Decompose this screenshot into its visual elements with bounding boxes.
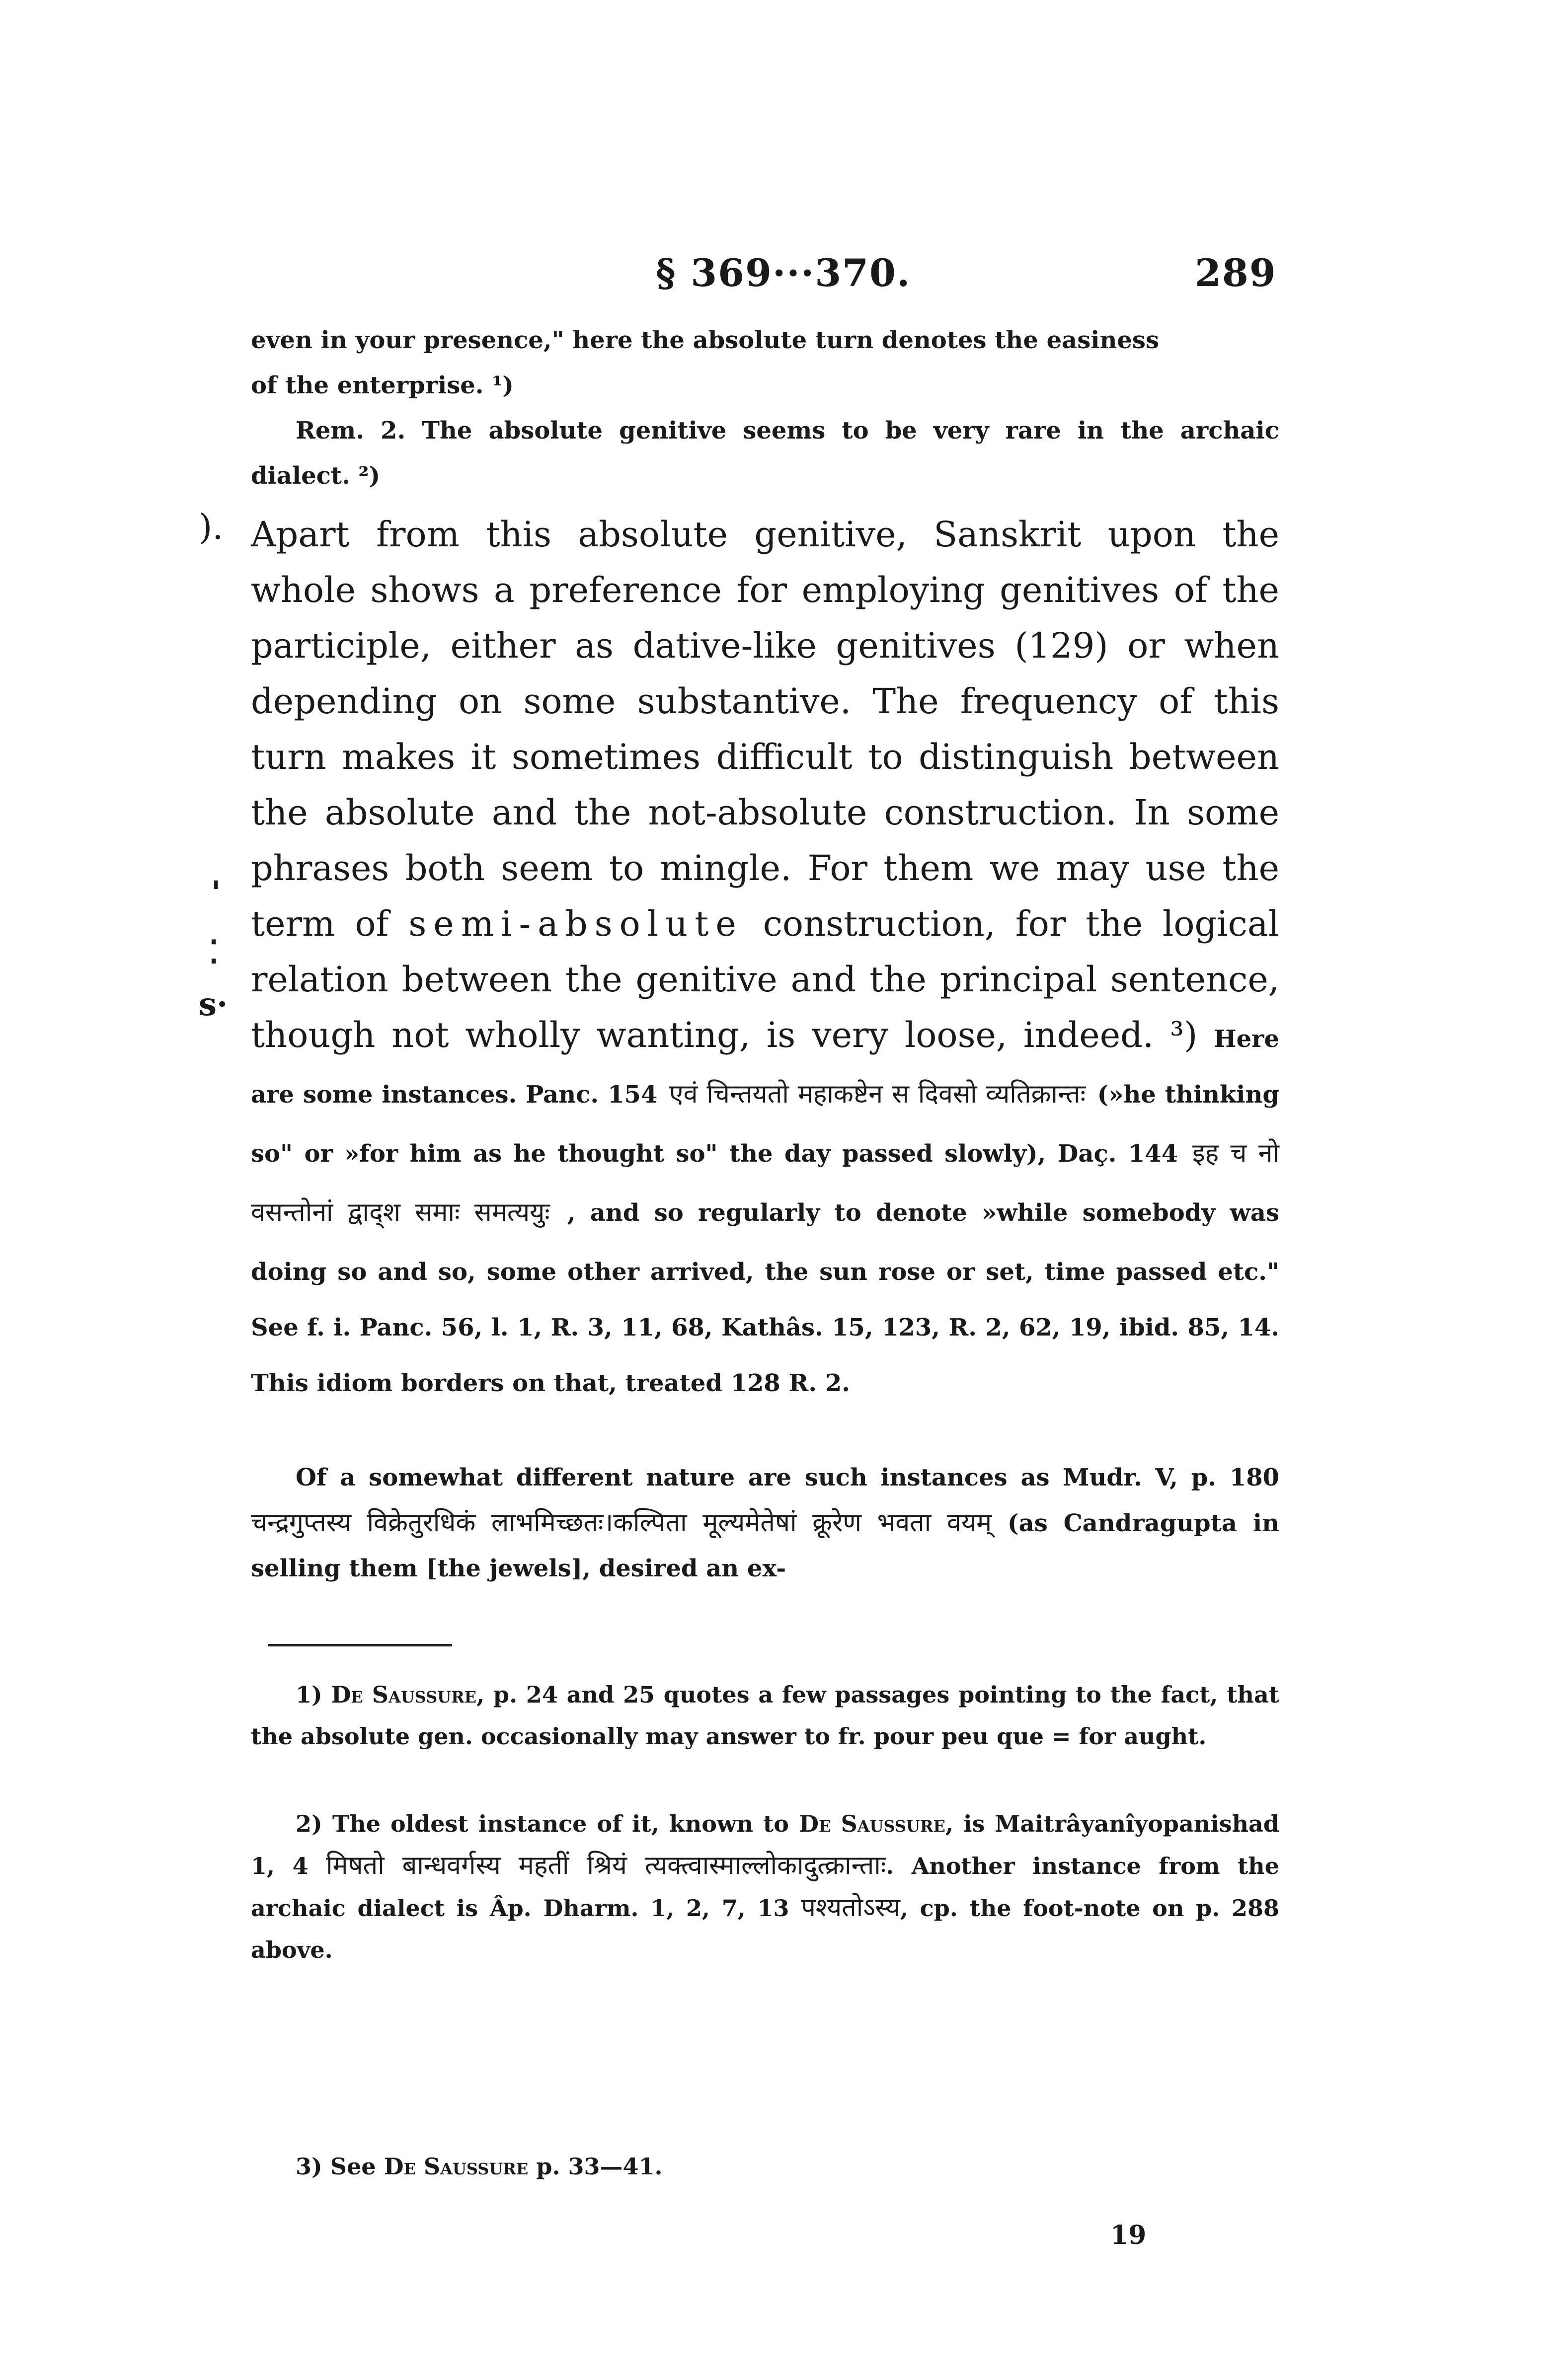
footnote-2-text-c: . Another instance from the archaic dialect is Âp. Dharm. 1, 2, 7, 13	[251, 1853, 1280, 1922]
remark-2: Rem. 2. The absolute genitive seems to be very rare in the archaic dialect. ²)	[251, 417, 1279, 490]
running-head-section: § 369···370.	[656, 251, 911, 295]
margin-mark-3: s·	[199, 986, 228, 1023]
footnote-3-author: De Saussure	[384, 2153, 529, 2180]
footnote-1	[251, 1674, 1279, 1757]
devanagari-quote-2: इह च नो वसन्तोनां द्वाद्श समाः समत्ययुः	[251, 1138, 1279, 1227]
paragraph-text-1: Apart from this absolute genitive, Sanskrit upon the whole shows a preference for employing genitives of the participle, either as dative-like genitives (129) or when depending on some substantive. The frequency of this turn makes it sometimes difficult to distinguish between the absolute and the not-absolute construction. In some phrases both seem to mingle. For them we may use the term of	[251, 514, 1279, 944]
devanagari-quote-3: चन्द्रगुप्तस्य विक्रेतुरधिकं लाभमिच्छतः।कल्पिता मूल्यमेतेषां क्रूरेण भवता वयम्	[251, 1508, 992, 1538]
continuation-line-1: even in your presence," here the absolute turn denotes the easiness	[251, 326, 1159, 354]
footnote-2-author: De Saussure	[799, 1810, 945, 1837]
continuation-line-2: of the enterprise. ¹)	[251, 372, 514, 399]
footnote-2-devanagari-2: पश्यतोऽस्य	[801, 1893, 900, 1923]
paragraph-text-3: Here are some instances. Panc. 154	[251, 1025, 1279, 1109]
mudra-text-1: Of a somewhat different nature are such instances as Mudr. V, p. 180	[296, 1464, 1279, 1491]
devanagari-quote-1: एवं चिन्तयतो महाकष्टेन स दिवसो व्यतिक्रान्तः	[669, 1079, 1086, 1109]
mudra-paragraph	[251, 1455, 1279, 1591]
footnote-2-devanagari: मिषतो बान्धवर्गस्य महतीं श्रियं त्यक्त्वास्माल्लोकादुत्क्रान्ताः	[325, 1851, 886, 1880]
footnote-3	[251, 2146, 1279, 2187]
footnote-2-text-b: , is Maitrâyanîyopanishad 1, 4	[251, 1810, 1279, 1879]
footnote-3-text-a: See	[330, 2153, 376, 2180]
paragraph-text-4: (»he thinking so" or »for him as he thought so" the day passed slowly), Daç. 144	[251, 1081, 1279, 1168]
margin-mark-2: ⁚	[209, 934, 219, 971]
paragraph-text-5: , and so regularly to denote »while somebody was doing so and so, some other arrived, the sun rose or set, time passed etc." See f. i. Panc. 56, l. 1, R. 3, 11, 68, Kathâs. 15, 123, R. 2, 62, 19, ibid. 85, 14. This idiom borders on that, treated 128 R. 2.	[251, 1199, 1279, 1397]
paragraph-text-2: construction, for the logical relation between the genitive and the principal sentence, though not wholly wanting, is very loose, indeed. ³)	[251, 903, 1279, 1055]
margin-mark-1: '	[211, 874, 221, 911]
footnote-1-number: 1)	[296, 1681, 322, 1708]
footnote-rule	[268, 1644, 452, 1646]
footnote-1-author: De Saussure	[331, 1681, 477, 1708]
continuation-text	[251, 318, 1279, 408]
footnote-2-text-a: The oldest instance of it, known to	[332, 1810, 789, 1837]
footnote-2	[251, 1803, 1279, 1971]
signature-mark: 19	[1110, 2220, 1147, 2250]
page-number: 289	[1195, 251, 1277, 295]
section-370-paragraph	[251, 507, 1279, 1407]
footnote-3-number: 3)	[296, 2153, 322, 2180]
section-marker: ).	[199, 507, 224, 547]
spaced-term: semi-absolute	[408, 903, 743, 944]
footnote-2-number: 2)	[296, 1810, 322, 1837]
mudra-text-2: (as Candragupta in selling them [the jewels], desired an ex-	[251, 1509, 1279, 1582]
footnote-3-text-b: p. 33—41.	[536, 2153, 663, 2180]
footnote-1-text: , p. 24 and 25 quotes a few passages pointing to the fact, that the absolute gen. occasionally may answer to fr. pour peu que = for aught.	[251, 1681, 1280, 1750]
footnote-2-text-d: , cp. the foot-note on p. 288 above.	[251, 1895, 1279, 1963]
